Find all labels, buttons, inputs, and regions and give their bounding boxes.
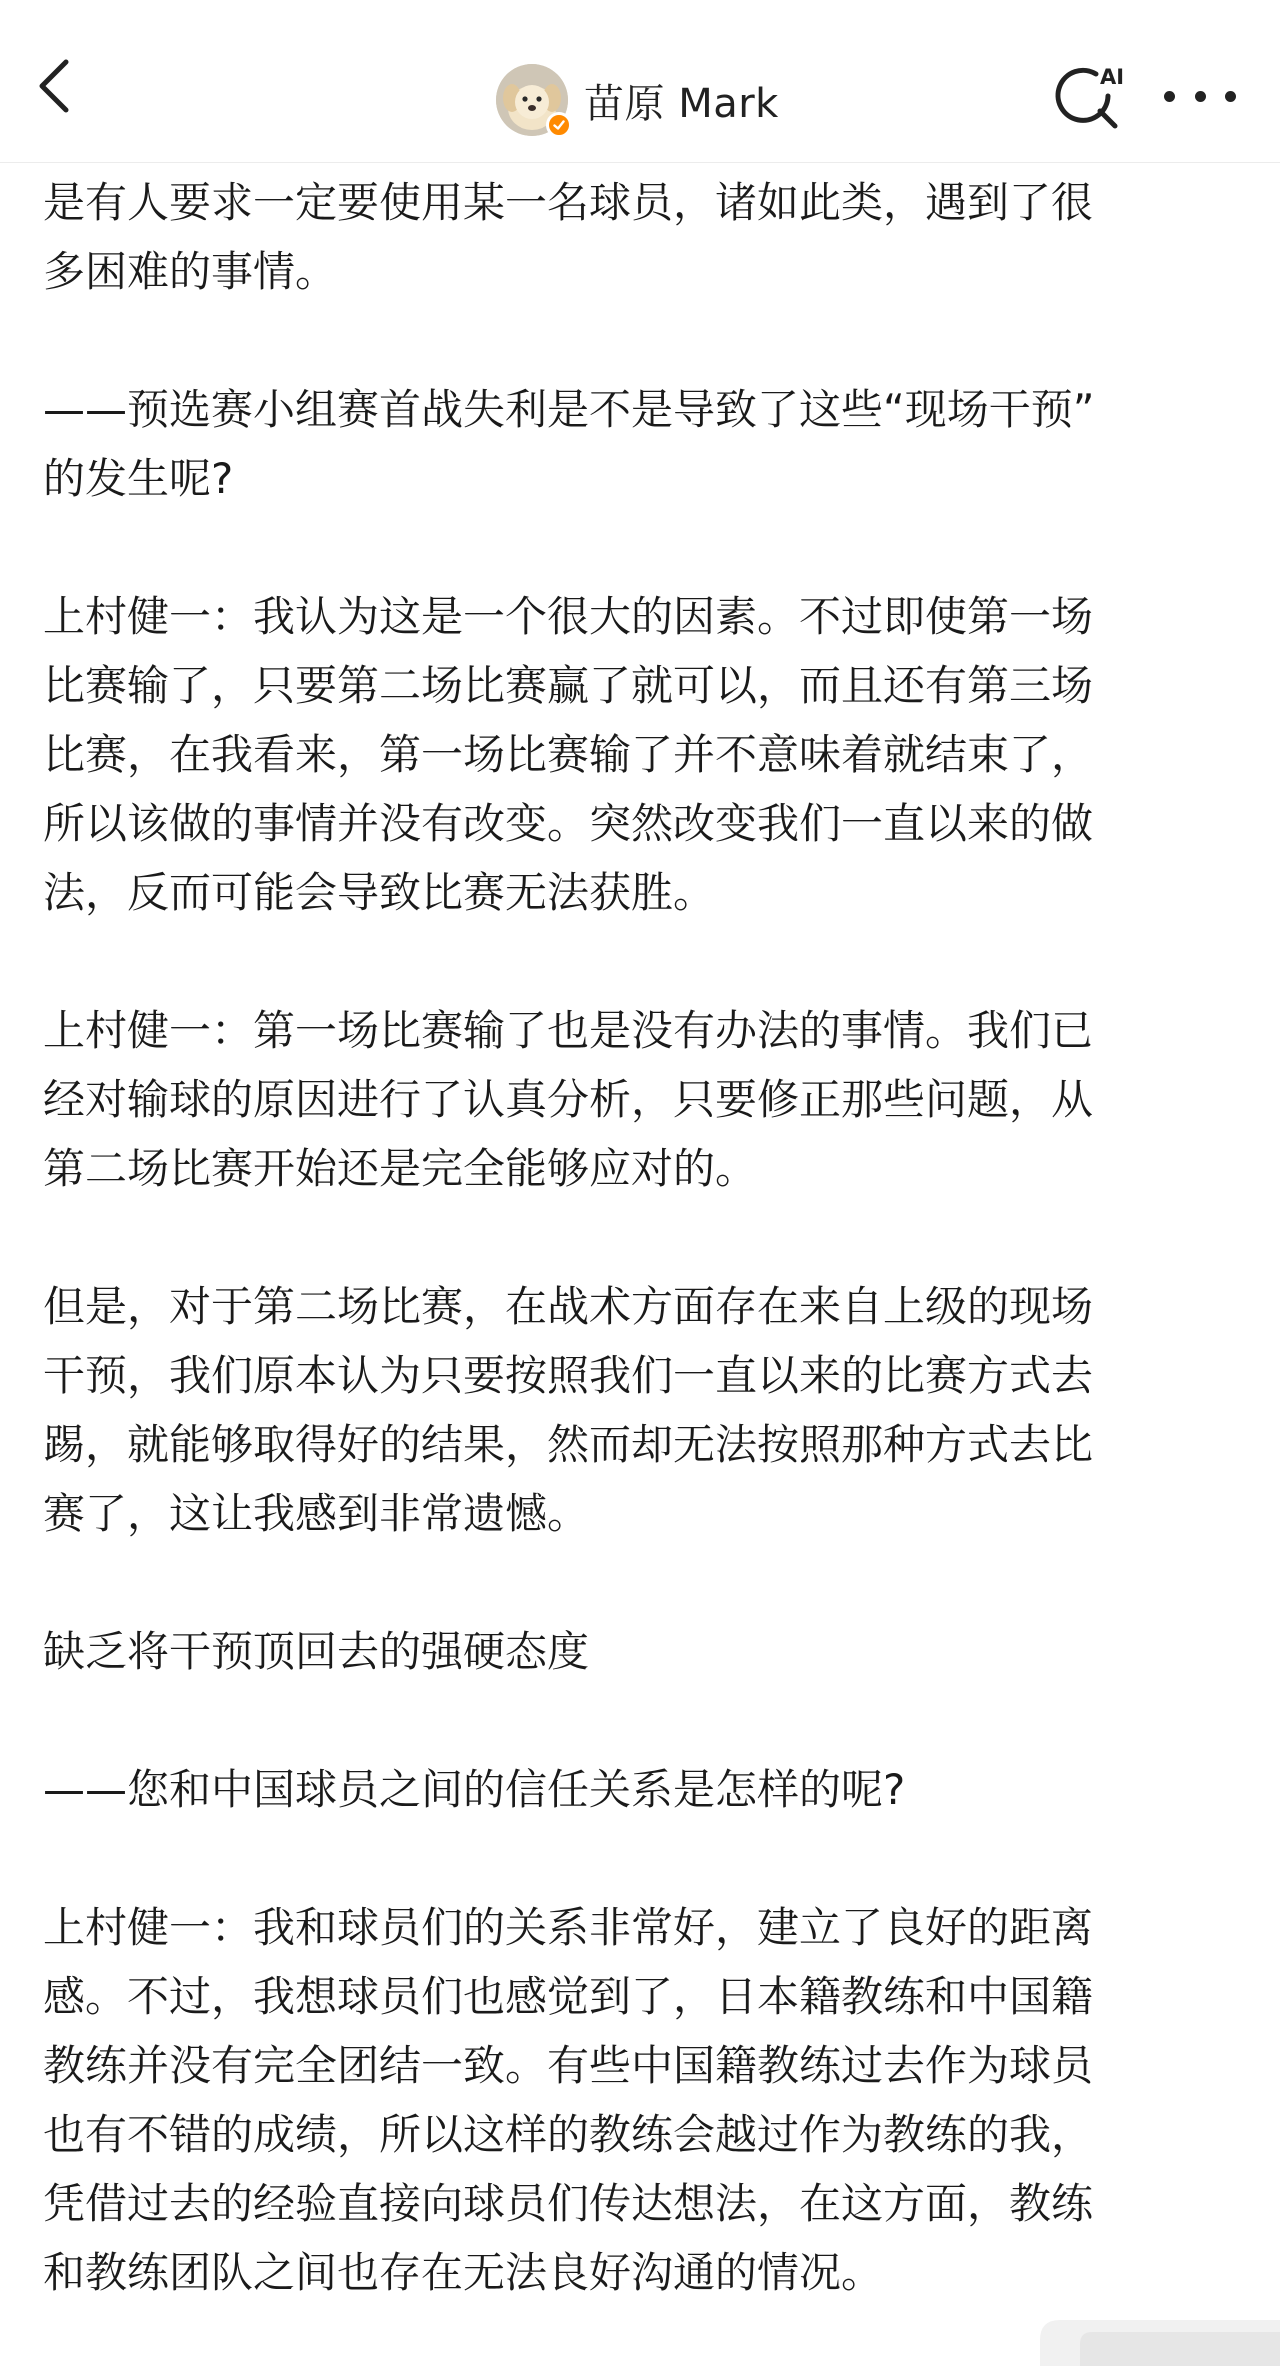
author-profile[interactable]: [496, 62, 779, 138]
article-body: [43, 168, 1239, 2307]
back-button[interactable]: [24, 56, 84, 116]
article-paragraph: 是有人要求一定要使用某一名球员，诸如此类，遇到了很 多困难的事情。: [43, 178, 1094, 296]
top-nav-bar: [0, 0, 1280, 163]
ai-search-icon: [1052, 58, 1124, 130]
back-arrow-icon: [34, 58, 74, 114]
verified-badge: [546, 112, 572, 138]
ai-label: AI: [1100, 65, 1124, 89]
verified-check-icon: [552, 118, 566, 132]
article-paragraph: 但是，对于第二场比赛，在战术方面存在来自上级的现场 干预，我们原本认为只要按照我们一直以来的比赛方式去 踢，就能够取得好的结果，然而却无法按照那种方式去比 赛了，这让我感到非常遗憾。: [43, 1282, 1094, 1538]
avatar-container[interactable]: [496, 64, 568, 136]
article-paragraph: 上村健一：我认为这是一个很大的因素。不过即使第一场 比赛输了，只要第二场比赛赢了就可以，而且还有第三场 比赛，在我看来，第一场比赛输了并不意味着就结束了， 所以该做的事情并没有改变。突然改变我们一直以来的做 法，反而可能会导致比赛无法获胜。: [43, 592, 1094, 917]
ai-search-button[interactable]: [1052, 58, 1124, 130]
section-heading: 缺乏将干预顶回去的强硬态度: [43, 1627, 590, 1676]
more-dot: [1164, 91, 1175, 102]
corner-fold-icon: [1020, 2306, 1280, 2366]
more-options-button[interactable]: [1164, 72, 1236, 120]
more-dot: [1195, 91, 1206, 102]
author-name[interactable]: 苗原 Mark: [584, 80, 779, 127]
article-paragraph: 上村健一：我和球员们的关系非常好，建立了良好的距离 感。不过，我想球员们也感觉到了，日本籍教练和中国籍 教练并没有完全团结一致。有些中国籍教练过去作为球员 也有不错的成绩，所以这样的教练会越过作为教练的我， 凭借过去的经验直接向球员们传达想法，在这方面，教练 和教练团队之间也存在无法良好沟通的情况。: [43, 1903, 1094, 2297]
bottom-corner-decoration: [1020, 2306, 1280, 2366]
interview-question: ——您和中国球员之间的信任关系是怎样的呢?: [43, 1765, 906, 1814]
interview-question: ——预选赛小组赛首战失利是不是导致了这些“现场干预” 的发生呢?: [43, 385, 1095, 503]
more-dot: [1225, 91, 1236, 102]
article-paragraph: 上村健一：第一场比赛输了也是没有办法的事情。我们已 经对输球的原因进行了认真分析，只要修正那些问题，从 第二场比赛开始还是完全能够应对的。: [43, 1006, 1094, 1193]
